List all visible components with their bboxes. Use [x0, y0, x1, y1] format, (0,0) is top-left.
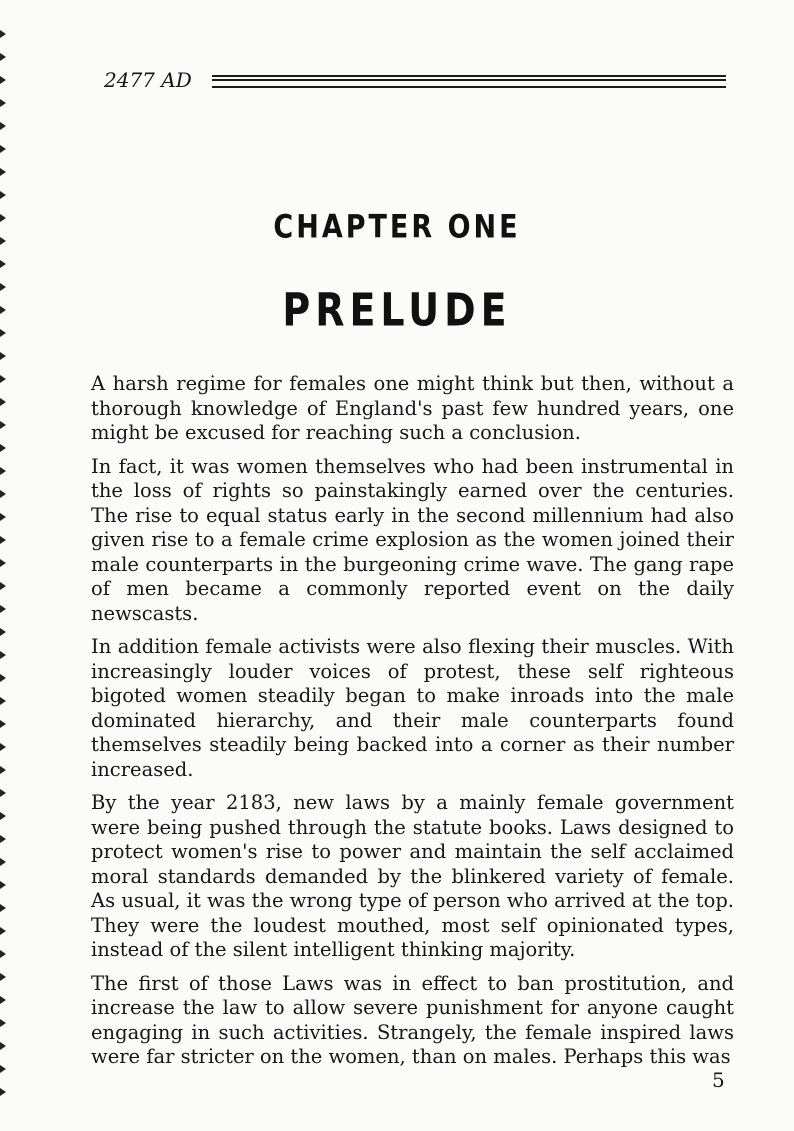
binding-mark — [0, 927, 6, 935]
binding-mark — [0, 1088, 6, 1096]
header-rule — [212, 75, 726, 88]
binding-mark — [0, 559, 6, 567]
binding-mark — [0, 536, 6, 544]
running-head: 2477 AD — [104, 68, 192, 92]
binding-mark — [0, 789, 6, 797]
paragraph: A harsh regime for females one might think but then, without a thorough knowledge of England's past few hundred years, one might be excused for reaching such a conclusion. — [91, 372, 734, 444]
binding-mark — [0, 30, 6, 38]
binding-mark — [0, 904, 6, 912]
binding-mark — [0, 858, 6, 866]
binding-mark — [0, 835, 6, 843]
binding-mark — [0, 766, 6, 774]
binding-mark — [0, 191, 6, 199]
binding-mark — [0, 76, 6, 84]
binding-mark — [0, 1042, 6, 1050]
binding-mark — [0, 973, 6, 981]
binding-edge — [0, 0, 10, 1131]
binding-mark — [0, 168, 6, 176]
binding-mark — [0, 99, 6, 107]
binding-mark — [0, 881, 6, 889]
binding-mark — [0, 950, 6, 958]
binding-mark — [0, 490, 6, 498]
paragraph: The first of those Laws was in effect to ban prostitution, and increase the law to allow severe punishment for anyone caught engaging in such activities. Strangely, the female inspired laws were far stricter on the women, than on males. Perhaps this was — [91, 971, 734, 1068]
paragraph: In addition female activists were also flexing their muscles. With increasingly louder voices of protest, these self righteous bigoted women steadily began to make inroads into the male dominated hierarchy, and their male counterparts found themselves steadily being backed into a corner as their number increased. — [91, 635, 734, 781]
binding-mark — [0, 605, 6, 613]
binding-mark — [0, 352, 6, 360]
binding-mark — [0, 628, 6, 636]
binding-mark — [0, 651, 6, 659]
binding-mark — [0, 260, 6, 268]
binding-mark — [0, 122, 6, 130]
binding-mark — [0, 398, 6, 406]
page-number: 5 — [712, 1068, 725, 1092]
paragraph: By the year 2183, new laws by a mainly female government were being pushed through the statute books. Laws designed to protect women's rise to power and maintain the self acclaimed moral standards demanded by the blinkered variety of female. As usual, it was the wrong type of person who arrived at the top. They were the loudest mouthed, most self opinionated types, instead of the silent intelligent thinking majority. — [91, 791, 734, 961]
paragraph: In fact, it was women themselves who had been instrumental in the loss of rights so painstakingly earned over the centuries. The rise to equal status early in the second millennium had also given rise to a female crime explosion as the women joined their male counterparts in the burgeoning crime wave. The gang rape of men became a commonly reported event on the daily newscasts. — [91, 454, 734, 625]
binding-mark — [0, 996, 6, 1004]
binding-mark — [0, 697, 6, 705]
binding-mark — [0, 812, 6, 820]
page-header — [104, 66, 726, 98]
binding-mark — [0, 720, 6, 728]
binding-mark — [0, 53, 6, 61]
binding-mark — [0, 513, 6, 521]
body-text — [91, 372, 734, 1079]
binding-mark — [0, 582, 6, 590]
binding-mark — [0, 375, 6, 383]
binding-mark — [0, 743, 6, 751]
binding-mark — [0, 145, 6, 153]
binding-mark — [0, 444, 6, 452]
binding-mark — [0, 674, 6, 682]
binding-mark — [0, 467, 6, 475]
chapter-label: CHAPTER ONE — [273, 209, 521, 246]
chapter-title: PRELUDE — [282, 283, 512, 337]
binding-mark — [0, 1019, 6, 1027]
binding-mark — [0, 1065, 6, 1073]
binding-mark — [0, 421, 6, 429]
